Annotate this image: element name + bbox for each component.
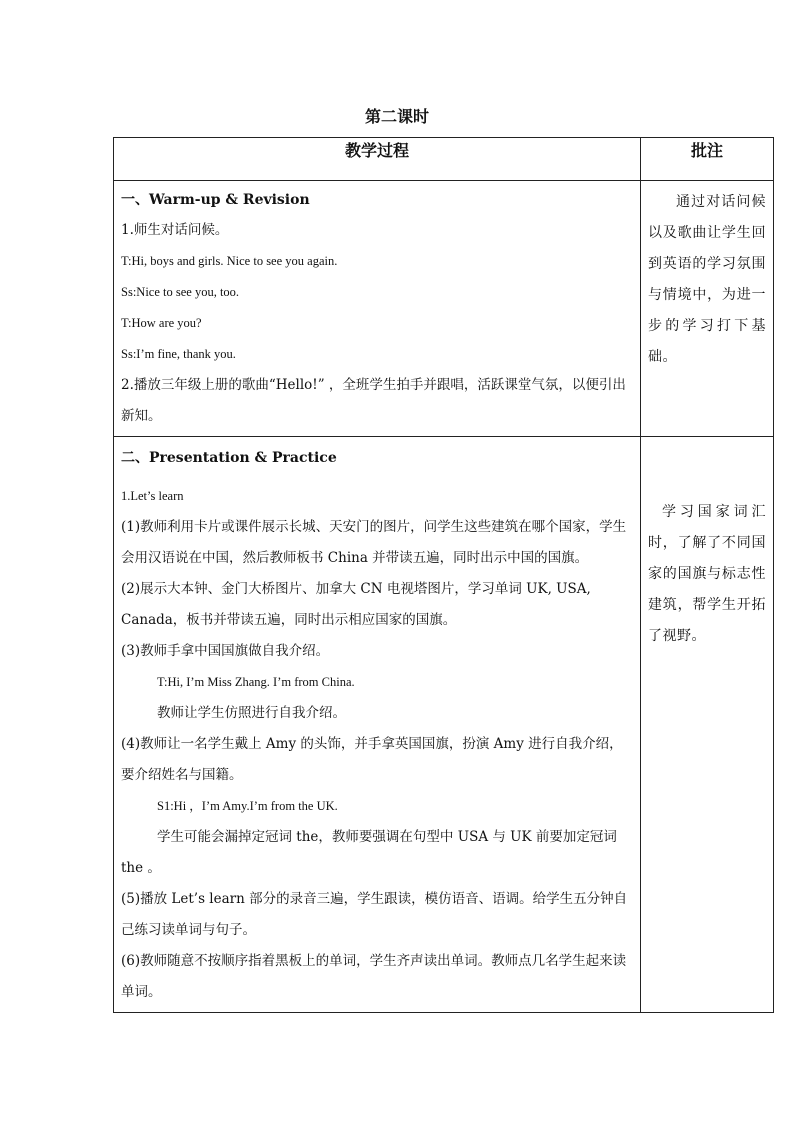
process-line: (5)播放 Let’s learn 部分的录音三遍，学生跟读，模仿语音、语调。给学生五分钟自己练习读单词与句子。 bbox=[121, 891, 628, 938]
process-line: (2)展示大本钟、金门大桥图片、加拿大 CN 电视塔图片，学习单词 UK, USA, Canada，板书并带读五遍，同时出示相应国家的国旗。 bbox=[121, 581, 591, 628]
process-line: S1:Hi ，I’m Amy.I’m from the UK. bbox=[157, 799, 338, 813]
process-cell-warmup bbox=[114, 181, 641, 437]
header-process: 教学过程 bbox=[114, 138, 641, 181]
process-line: T:Hi, boys and girls. Nice to see you again. bbox=[121, 254, 338, 268]
process-line: 2.播放三年级上册的歌曲“Hello!” ，全班学生拍手并跟唱，活跃课堂气氛，以便引出新知。 bbox=[121, 377, 626, 424]
section-title-presentation: 二、Presentation & Practice bbox=[121, 450, 337, 466]
process-line: (6)教师随意不按顺序指着黑板上的单词，学生齐声读出单词。教师点几名学生起来读单词。 bbox=[121, 953, 627, 1000]
table-row-presentation bbox=[114, 437, 774, 1013]
note-cell-presentation bbox=[641, 437, 774, 1013]
process-line: 学生可能会漏掉定冠词 the，教师要强调在句型中 USA 与 UK 前要加定冠词 the 。 bbox=[121, 829, 617, 876]
process-line: 教师让学生仿照进行自我介绍。 bbox=[157, 705, 346, 721]
page-title: 第二课时 bbox=[364, 107, 429, 126]
table-row-warmup bbox=[114, 181, 774, 437]
process-line: Ss:I’m fine, thank you. bbox=[121, 347, 236, 361]
process-line: T:How are you? bbox=[121, 316, 202, 330]
table-header-row bbox=[114, 138, 774, 181]
process-line: (3)教师手拿中国国旗做自我介绍。 bbox=[121, 643, 330, 659]
header-notes: 批注 bbox=[641, 138, 774, 181]
process-line: (1)教师利用卡片或课件展示长城、天安门的图片，问学生这些建筑在哪个国家，学生会用汉语说在中国，然后教师板书 China 并带读五遍，同时出示中国的国旗。 bbox=[121, 519, 627, 566]
process-line: (4)教师让一名学生戴上 Amy 的头饰，并手拿英国国旗，扮演 Amy 进行自我介绍，要介绍姓名与国籍。 bbox=[121, 736, 623, 783]
process-line: 1.Let’s learn bbox=[121, 489, 184, 503]
process-line: 1.师生对话问候。 bbox=[121, 222, 229, 238]
process-cell-presentation bbox=[114, 437, 641, 1013]
section-title-warmup: 一、Warm-up & Revision bbox=[121, 192, 310, 208]
note-text: 学习国家词汇时，了解了不同国家的国旗与标志性建筑，帮学生开拓了视野。 bbox=[648, 504, 766, 644]
process-line: T:Hi, I’m Miss Zhang. I’m from China. bbox=[157, 675, 355, 689]
note-cell-warmup bbox=[641, 181, 774, 437]
process-line: Ss:Nice to see you, too. bbox=[121, 285, 240, 299]
note-text: 通过对话问候以及歌曲让学生回到英语的学习氛围与情境中，为进一步的学习打下基础。 bbox=[648, 194, 766, 365]
lesson-table bbox=[113, 137, 774, 1013]
